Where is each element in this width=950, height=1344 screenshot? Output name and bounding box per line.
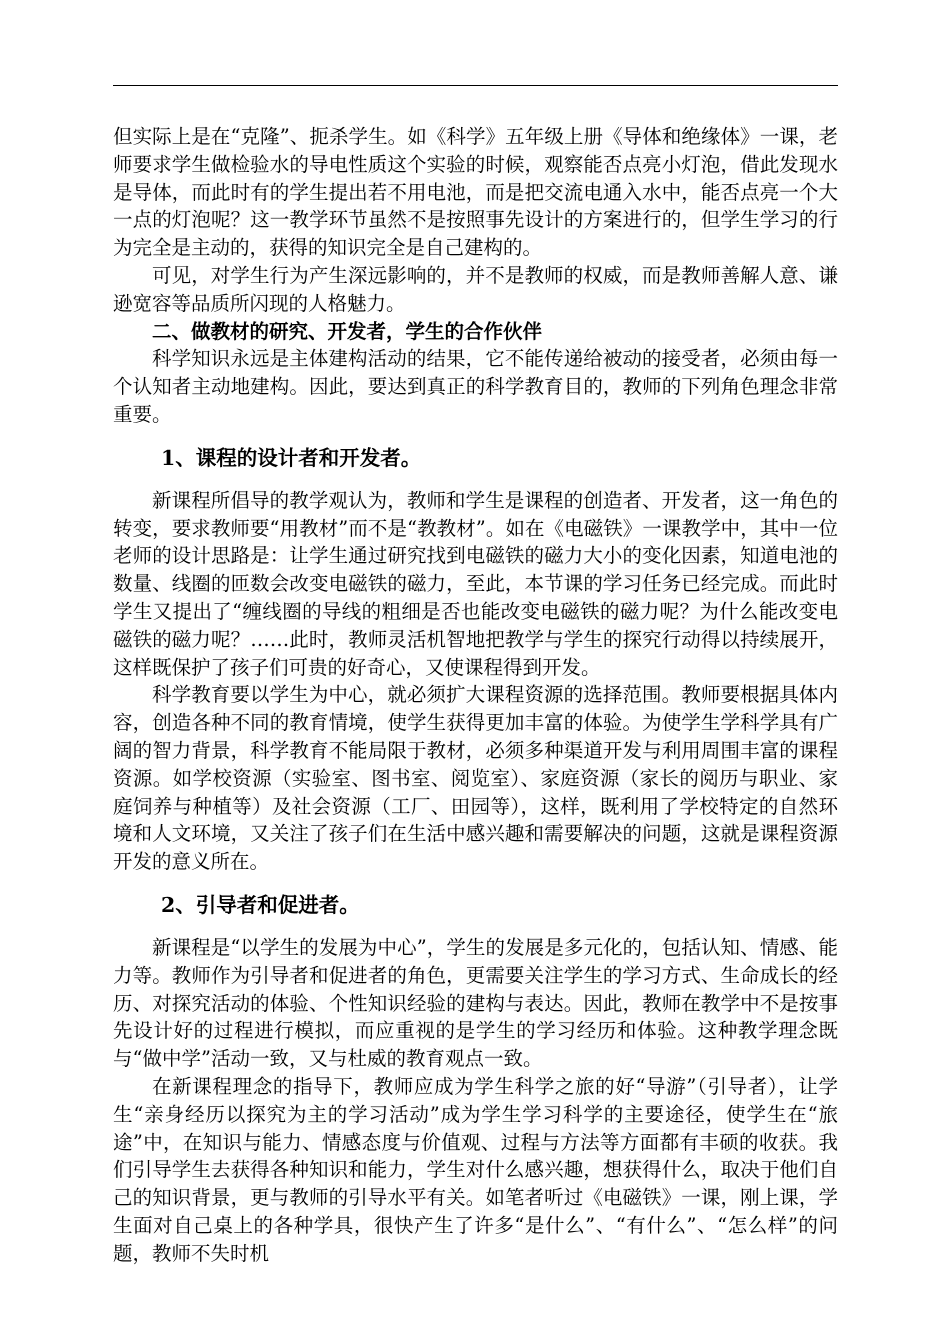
paragraph: 在新课程理念的指导下，教师应成为学生科学之旅的好“导游”（引导者），让学生“亲身经历以探究为主的学习活动”成为学生学习科学的主要途径，使学生在“旅途”中，在知识与能力、情感态度与价值观、过程与方法等方面都有丰硕的收获。我们引导学生去获得各种知识和能力，学生对什么感兴趣，想获得什么，取决于他们自己的知识背景，更与教师的引导水平有关。如笔者听过《电磁铁》一课，刚上课，学生面对自己桌上的各种学具，很快产生了许多“是什么”、“有什么”、“怎么样”的问题，教师不失时机 (113, 1074, 838, 1265)
subsection-heading: 2、引导者和促进者。 (161, 892, 360, 917)
paragraph: 科学知识永远是主体建构活动的结果，它不能传递给被动的接受者，必须由每一个认知者主动地建构。因此，要达到真正的科学教育目的，教师的下列角色理念非常重要。 (113, 347, 838, 426)
section-heading: 二、做教材的研究、开发者，学生的合作伙伴 (152, 319, 543, 343)
paragraph: 科学教育要以学生为中心，就必须扩大课程资源的选择范围。教师要根据具体内容，创造各种不同的教育情境，使学生获得更加丰富的体验。为使学生学科学具有广阔的智力背景，科学教育不能局限于教材，必须多种渠道开发与利用周围丰富的课程资源。如学校资源（实验室、图书室、阅览室）、家庭资源（家长的阅历与职业、家庭饲养与种植等）及社会资源（工厂、田园等），这样，既利用了学校特定的自然环境和人文环境，又关注了孩子们在生活中感兴趣和需要解决的问题，这就是课程资源开发的意义所在。 (113, 683, 838, 874)
paragraph: 但实际上是在“克隆”、扼杀学生。如《科学》五年级上册《导体和绝缘体》一课，老师要求学生做检验水的导电性质这个实验的时候，观察能否点亮小灯泡，借此发现水是导体，而此时有的学生提出若不用电池，而是把交流电通入水中，能否点亮一个大一点的灯泡呢？这一教学环节虽然不是按照事先设计的方案进行的，但学生学习的行为完全是主动的，获得的知识完全是自己建构的。 (113, 125, 838, 260)
paragraph: 可见，对学生行为产生深远影响的，并不是教师的权威，而是教师善解人意、谦逊宽容等品质所闪现的人格魅力。 (113, 263, 838, 315)
paragraph: 新课程是“以学生的发展为中心”，学生的发展是多元化的，包括认知、情感、能力等。教师作为引导者和促进者的角色，更需要关注学生的学习方式、生命成长的经历、对探究活动的体验、个性知识经验的建构与表达。因此，教师在教学中不是按事先设计好的过程进行模拟，而应重视的是学生的学习经历和体验。这种教学理念既与“做中学”活动一致，又与杜威的教育观点一致。 (113, 935, 838, 1071)
document-body (113, 123, 838, 1267)
subsection-heading: 1、课程的设计者和开发者。 (161, 445, 422, 470)
paragraph: 新课程所倡导的教学观认为，教师和学生是课程的创造者、开发者，这一角色的转变，要求教师要“用教材”而不是“教教材”。如在《电磁铁》一课教学中，其中一位老师的设计思路是：让学生通过研究找到电磁铁的磁力大小的变化因素，知道电池的数量、线圈的匝数会改变电磁铁的磁力，至此，本节课的学习任务已经完成。而此时学生又提出了“缠线圈的导线的粗细是否也能改变电磁铁的磁力呢？为什么能改变电磁铁的磁力呢？……此时，教师灵活机智地把教学与学生的探究行动得以持续展开，这样既保护了孩子们可贵的好奇心，又使课程得到开发。 (113, 488, 838, 679)
header-rule (113, 85, 838, 86)
